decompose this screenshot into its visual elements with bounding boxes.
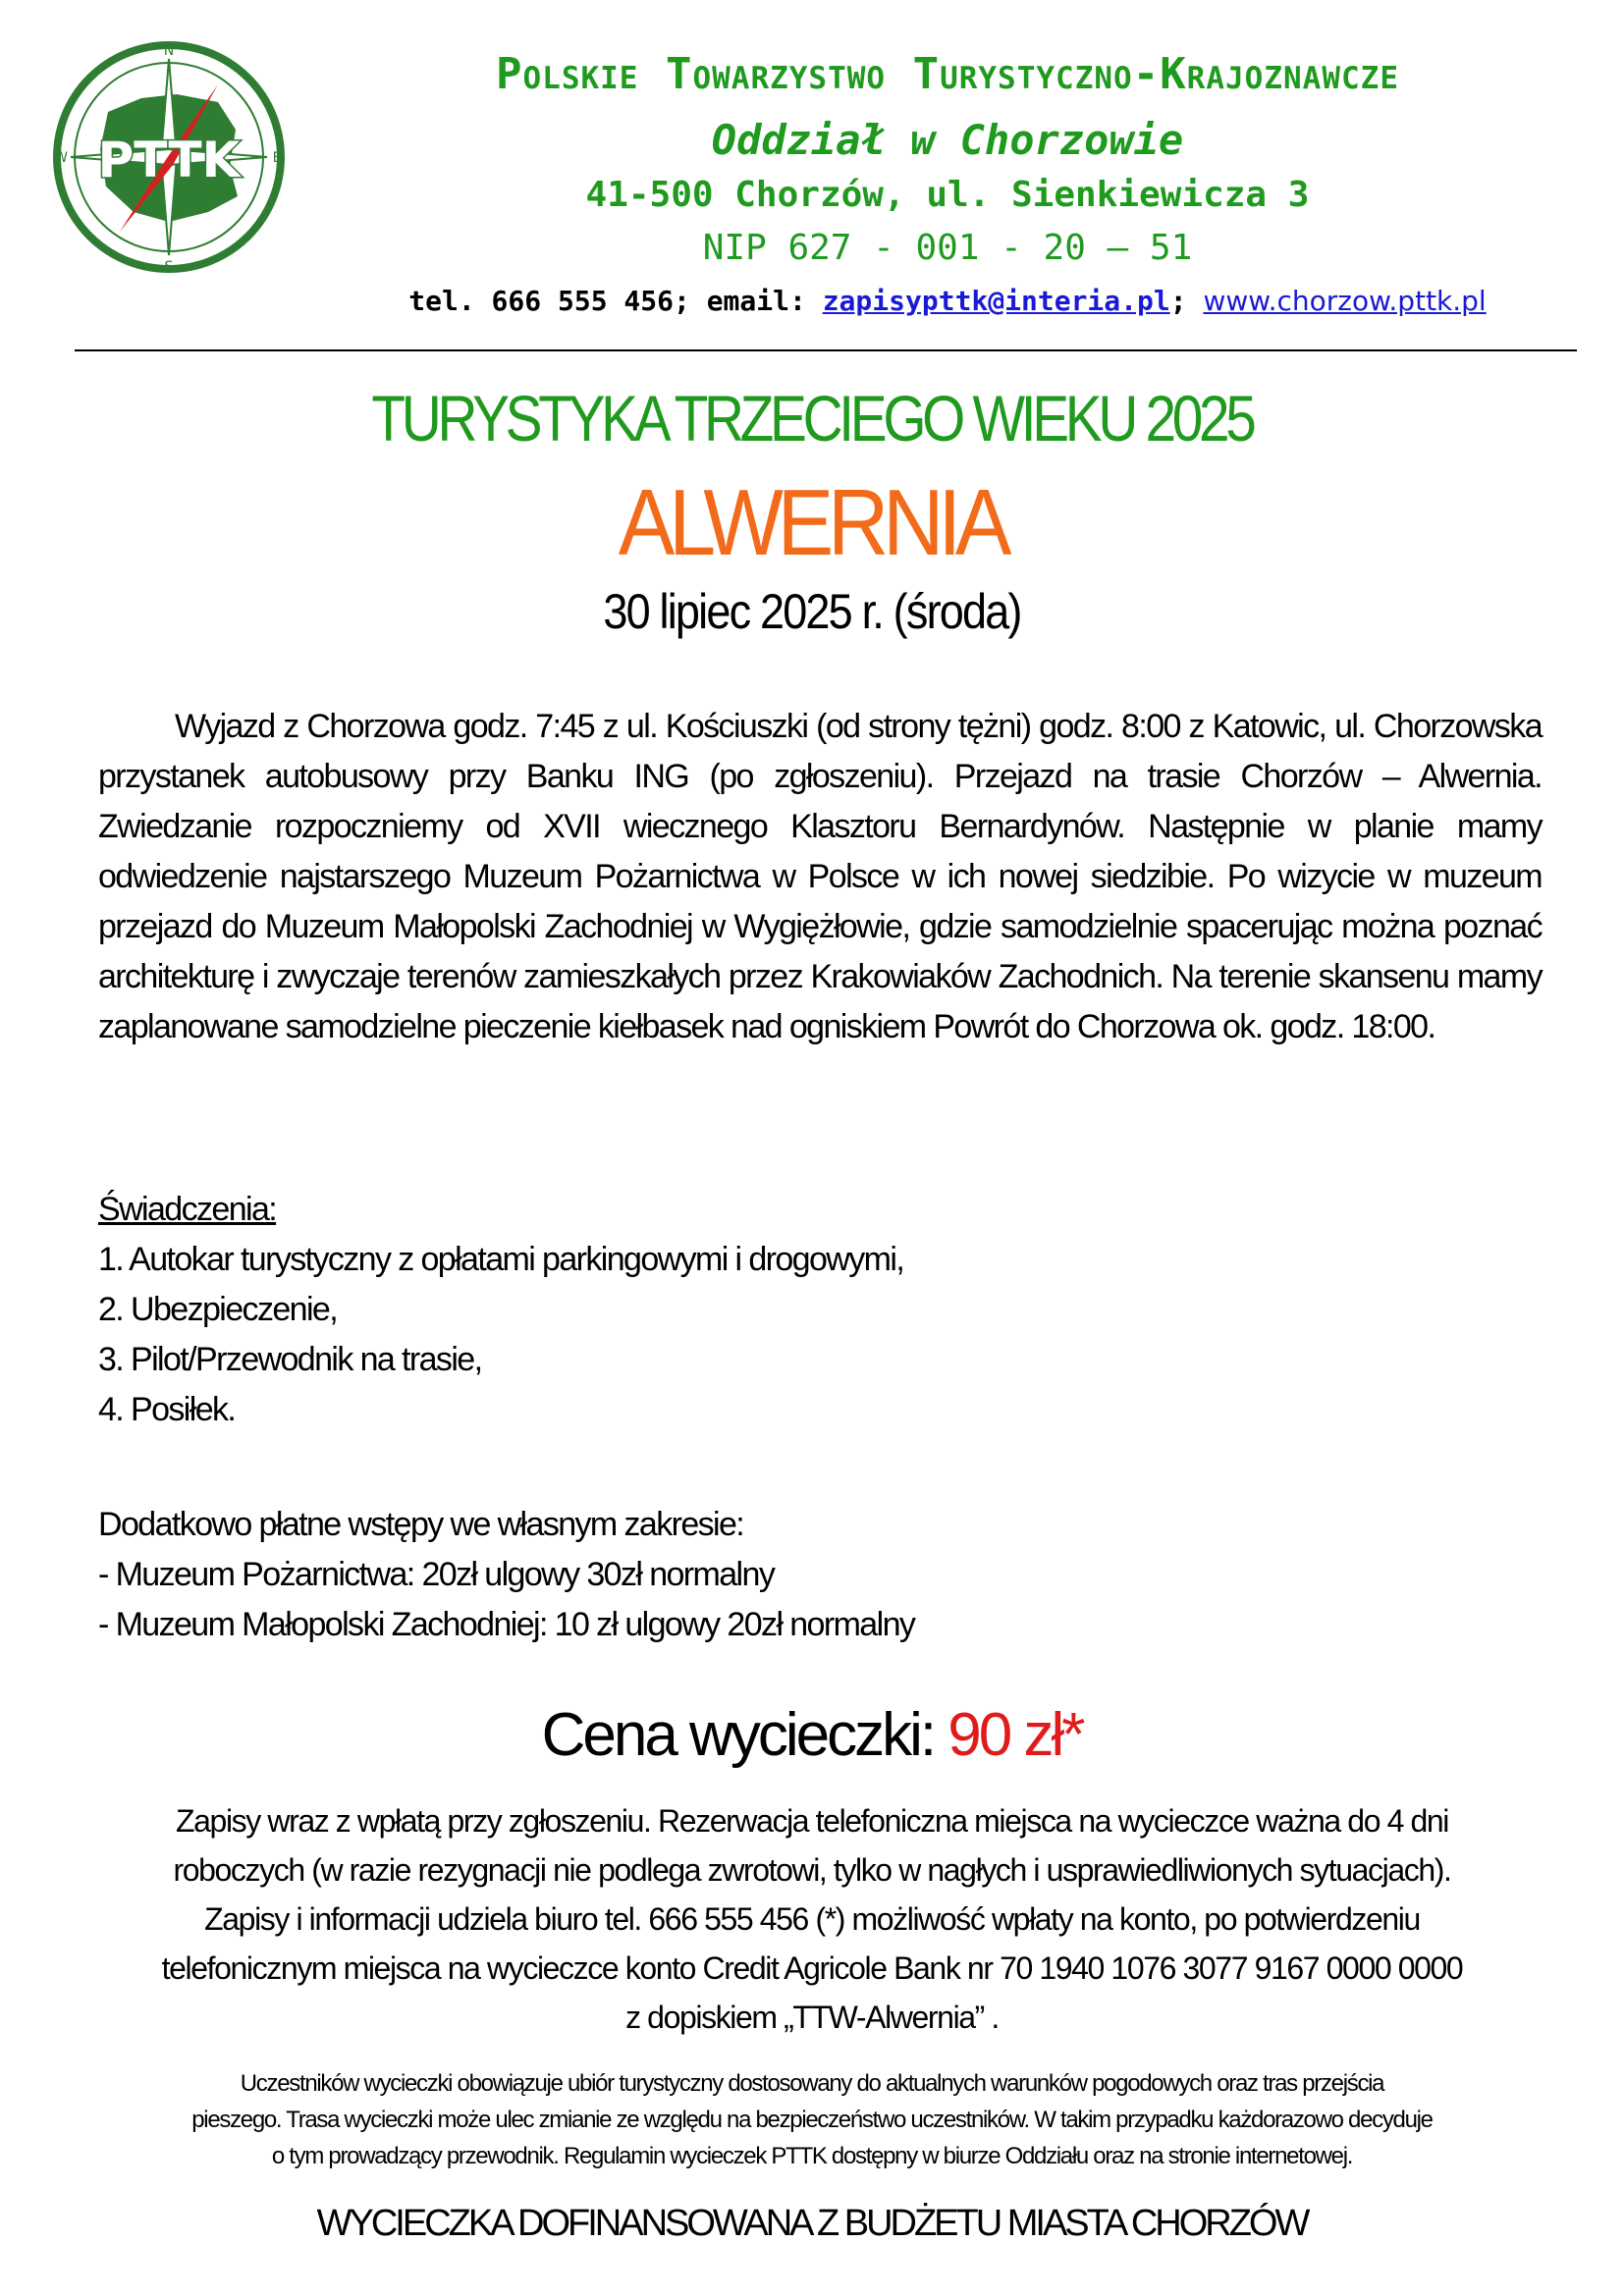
pttk-logo [51,39,287,275]
contact-line [295,285,1600,317]
phone-label: tel. 666 555 456; email: [408,285,823,317]
letterhead [0,0,1624,353]
signup-info [108,1796,1516,2042]
extra-fee-item: - Muzeum Pożarnictwa: 20zł ulgowy 30zł normalny [98,1556,775,1593]
price-amount: 90 zł* [947,1701,1083,1769]
compass-w-label: W [54,150,68,166]
series-title: TURYSTYKA TRZECIEGO WIEKU 2025 [371,382,1253,454]
notice-line: Uczestników wycieczki obowiązuje ubiór turystyczny dostosowany do aktualnych warunków pogodowych oraz tras przejścia [240,2070,1384,2097]
benefits-title [98,1185,1542,1235]
signup-line: Zapisy i informacji udziela biuro tel. 666 555 456 (*) możliwość wpłaty na konto, po potwierdzeniu [204,1901,1420,1937]
compass-n-label: N [163,43,175,59]
extras-title: Dodatkowo płatne wstępy we własnym zakresie: [98,1506,744,1543]
benefit-item: 2. Ubezpieczenie, [98,1291,338,1328]
funding-footer: WYCIECZKA DOFINANSOWANA Z BUDŻETU MIASTA CHORZÓW [316,2203,1308,2244]
signup-line: roboczych (w razie rezygnacji nie podlega zwrotowi, tylko w nagłych i usprawiedliwionych sytuacjach). [173,1852,1451,1888]
org-name: Polskie Towarzystwo Turystyczno-Krajoznawcze [496,49,1399,99]
trip-description [98,702,1542,1052]
extra-fee-item: - Muzeum Małopolski Zachodniej: 10 zł ulgowy 20zł normalny [98,1606,915,1643]
signup-line: telefonicznym miejsca na wycieczce konto Credit Agricole Bank nr 70 1940 1076 3077 9167 0000 0000 [161,1950,1463,1986]
contact-separator: ; [1169,285,1204,317]
benefit-item: 4. Posiłek. [98,1391,236,1428]
branch-name: Oddział w Chorzowie [711,116,1184,164]
notice-line: pieszego. Trasa wycieczki może ulec zmianie ze względu na bezpieczeństwo uczestników. W takim przypadku każdorazowo decyduje [191,2107,1433,2133]
compass-e-label: E [272,150,282,166]
price-label: Cena wycieczki: [541,1701,948,1769]
trip-date: 30 lipiec 2025 r. (środa) [603,584,1021,639]
notice-line: o tym prowadzący przewodnik. Regulamin wycieczek PTTK dostępny w biurze Oddziału oraz na stronie internetowej. [271,2143,1353,2169]
participant-notice [98,2065,1526,2174]
benefit-item: 3. Pilot/Przewodnik na trasie, [98,1341,482,1378]
compass-s-label: S [164,259,174,275]
email-link[interactable]: zapisypttk@interia.pl [822,285,1170,317]
header-divider [75,349,1577,351]
website-link[interactable]: www.chorzow.pttk.pl [1203,285,1487,317]
branch-address: 41-500 Chorzów, ul. Sienkiewicza 3 [585,175,1310,215]
benefits-section [98,1185,1542,1435]
description-text: Wyjazd z Chorzowa godz. 7:45 z ul. Kościuszki (od strony tężni) godz. 8:00 z Katowic, ul. Chorzowska przystanek autobusowy przy Banku ING (po zgłoszeniu). Przejazd na trasie Chorzów – Alwernia. Zwiedzanie rozpoczniemy od XVII wiecznego Klasztoru Bernardynów. Następnie w planie mamy odwiedzenie najstarszego Muzeum Pożarnictwa w Polsce w ich nowej siedzibie. Po wizycie w muzeum przejazd do Muzeum Małopolski Zachodniej w Wygiężłowie, gdzie samodzielnie spacerując można poznać architekturę i zwyczaje terenów zamieszkałych przez Krakowiaków Zachodnich. Na terenie skansenu mamy zaplanowane samodzielne pieczenie kiełbasek nad ogniskiem Powrót do Chorzowa ok. godz. 18:00. [98,708,1542,1045]
benefit-item: 1. Autokar turystyczny z opłatami parkingowymi i drogowymi, [98,1241,904,1278]
tax-id: NIP 627 - 001 - 20 – 51 [702,228,1193,268]
extra-fees-section [98,1500,1542,1650]
signup-line: z dopiskiem „TTW-Alwernia” . [625,2000,999,2035]
logo-text: PTTK [97,132,241,188]
trip-price [0,1700,1624,1770]
destination-title: ALWERNIA [618,470,1006,575]
signup-line: Zapisy wraz z wpłatą przy zgłoszeniu. Rezerwacja telefoniczna miejsca na wycieczce ważna do 4 dni [176,1803,1448,1839]
benefits-title-text: Świadczenia: [98,1191,277,1228]
